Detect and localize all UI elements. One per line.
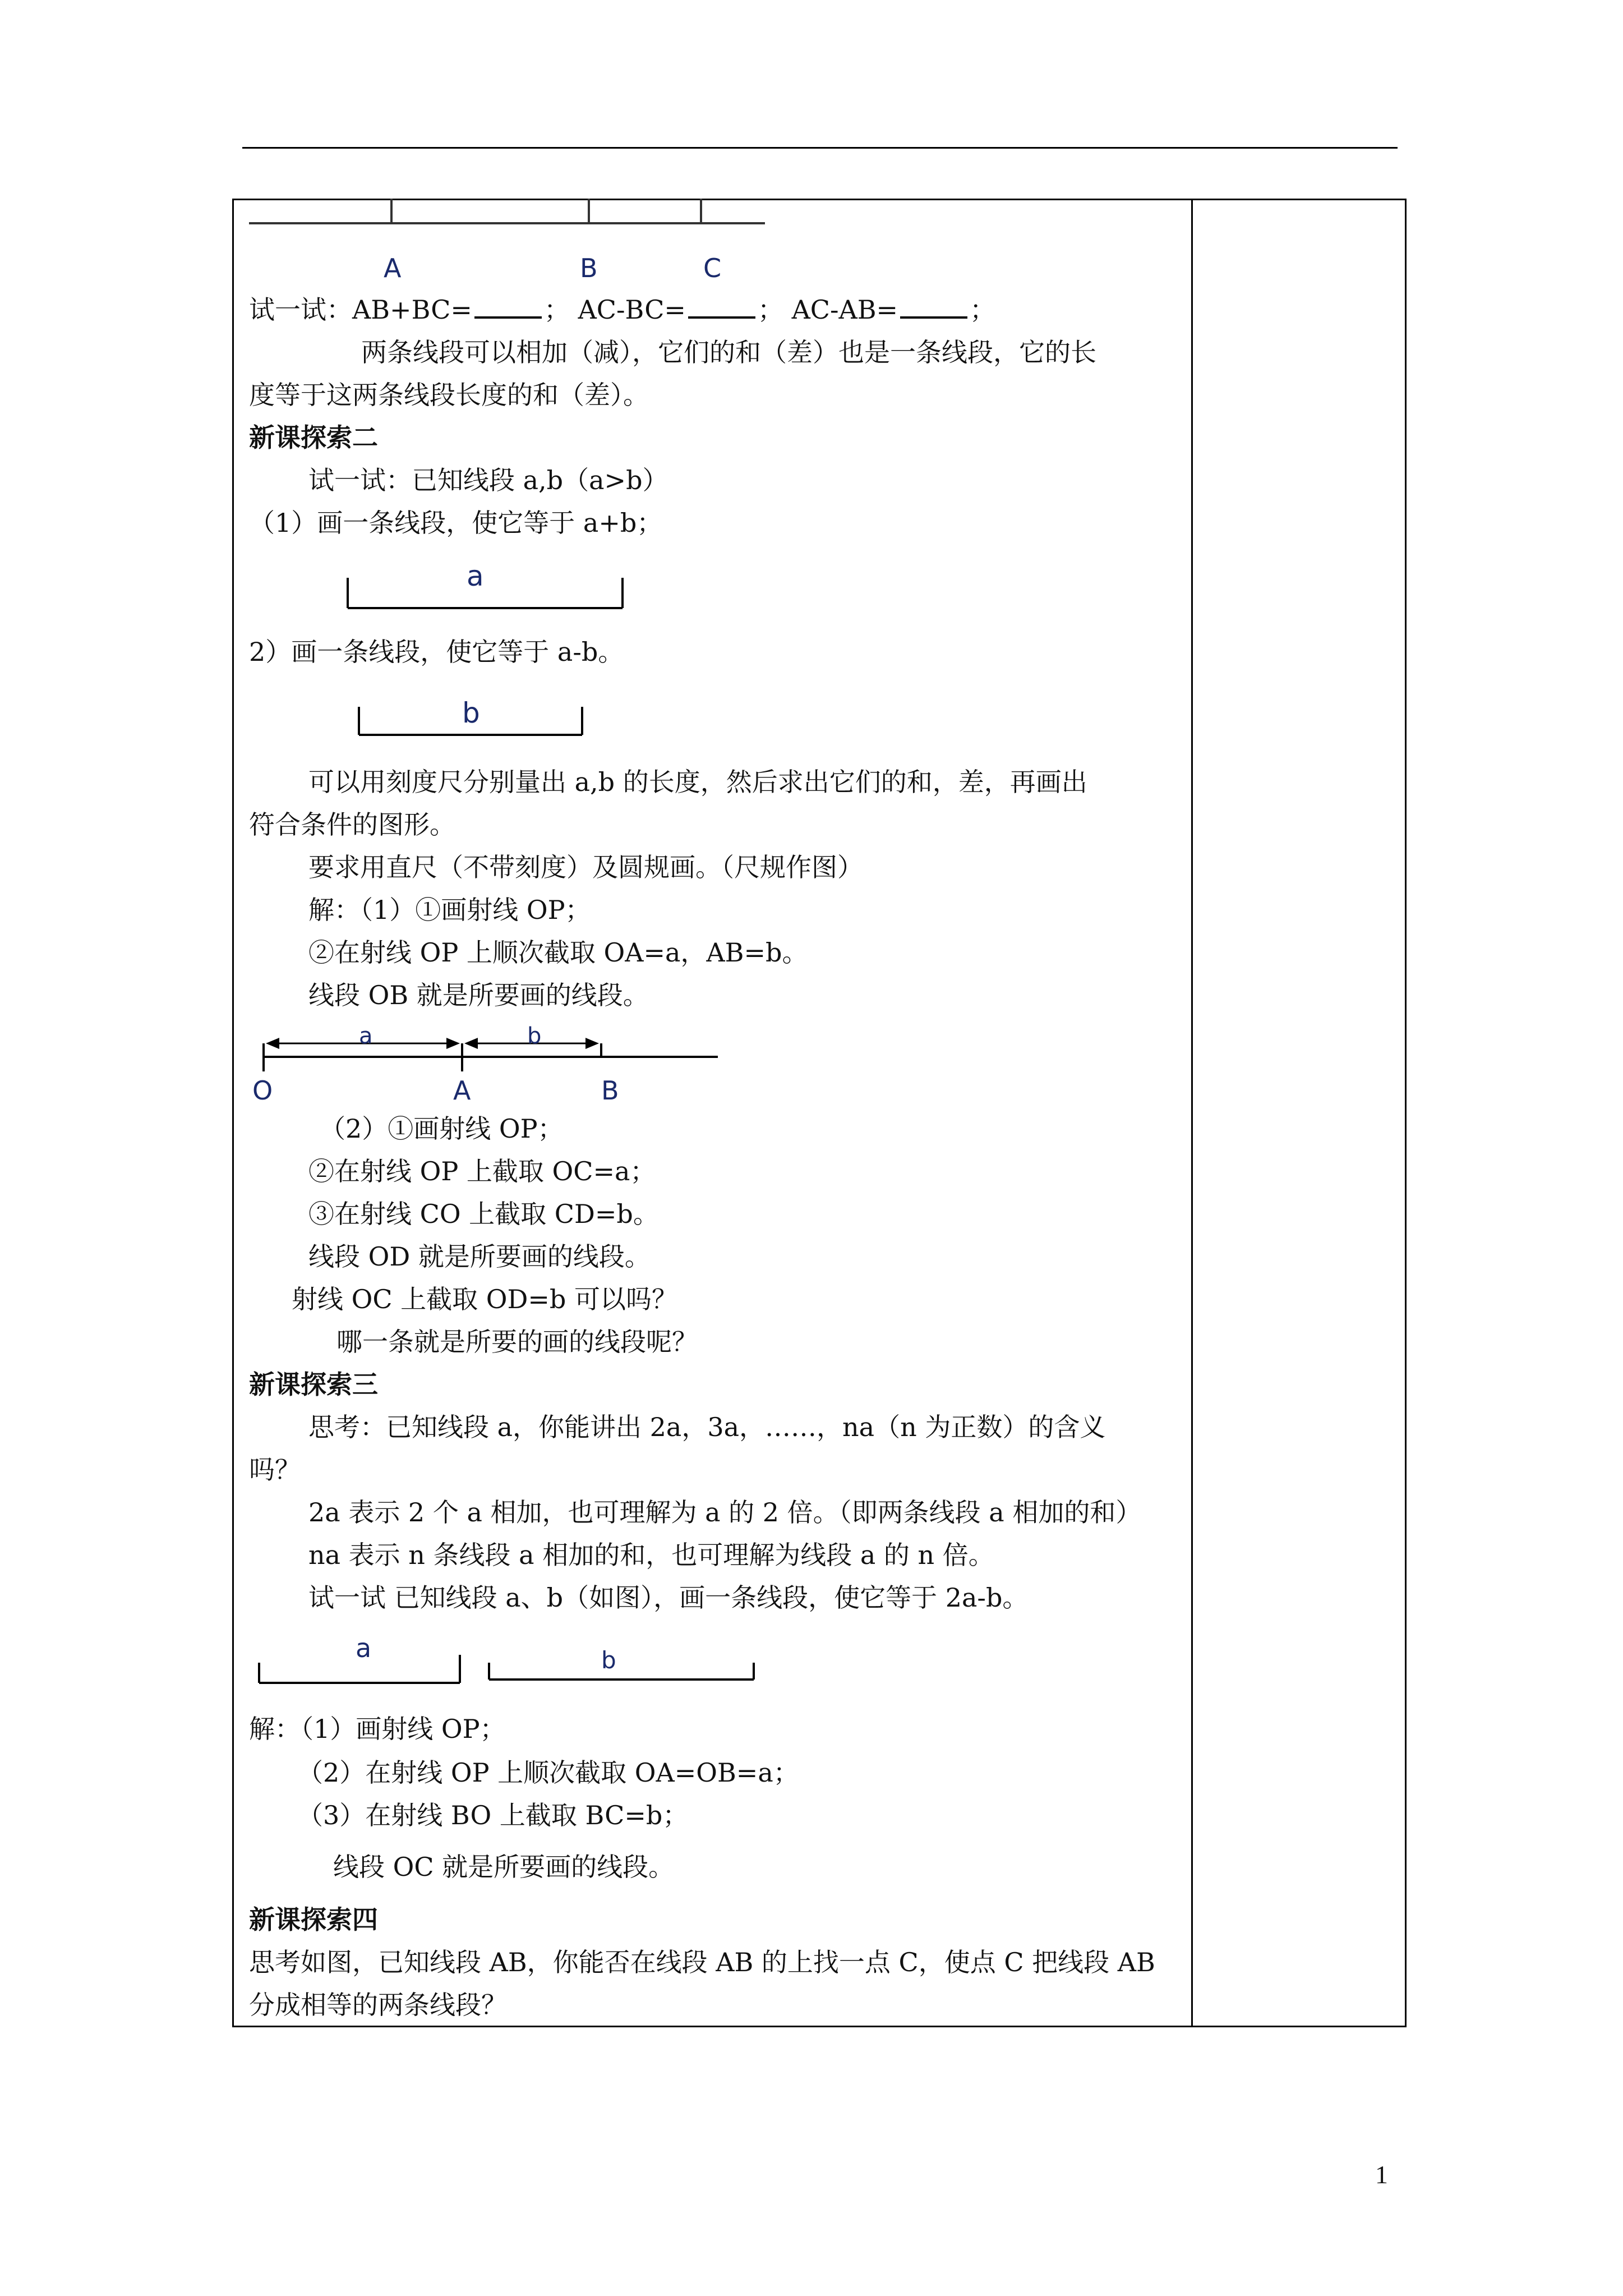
figure-oab-construction	[249, 1018, 754, 1119]
solution3-result: 线段 OC 就是所要画的线段。	[333, 1852, 675, 1882]
segment-a-label: a	[467, 560, 484, 592]
think4-line1: 思考如图，已知线段 AB，你能否在线段 AB 的上找一点 C，使点 C 把线段 AB	[249, 1947, 1155, 1977]
question-2: 哪一条就是所要的画的线段呢？	[336, 1327, 698, 1357]
think3-line2: 吗？	[249, 1455, 301, 1485]
question-1: 射线 OC 上截取 OD=b 可以吗？	[292, 1284, 677, 1314]
task-1: （1）画一条线段，使它等于 a+b；	[249, 508, 663, 538]
answer-blank-2[interactable]	[688, 316, 755, 319]
section-title-4: 新课探索四	[249, 1904, 378, 1935]
page-number: 1	[1375, 2160, 1388, 2189]
segment-b-label: b	[462, 697, 480, 729]
solution2-step1: （2）①画射线 OP；	[320, 1114, 564, 1144]
explain-2a: 2a 表示 2 个 a 相加，也可理解为 a 的 2 倍。（即两条线段 a 相加的和）	[308, 1497, 1142, 1527]
solution3-step3: （3）在射线 BO 上截取 BC=b；	[297, 1800, 689, 1830]
fig-oab-seg-b: b	[527, 1023, 542, 1049]
task-2: 2）画一条线段，使它等于 a-b。	[249, 637, 624, 667]
paragraph-sum-2: 度等于这两条线段长度的和（差）。	[249, 380, 649, 410]
explain-na: na 表示 n 条线段 a 相加的和，也可理解为线段 a 的 n 倍。	[308, 1540, 994, 1570]
solution1-step1: 解：（1）①画射线 OP；	[308, 895, 591, 925]
try1-sep1: ； AC-BC=	[543, 295, 686, 325]
measure-text-1: 可以用刻度尺分别量出 a,b 的长度，然后求出它们的和，差，再画出	[308, 767, 1087, 797]
try1-sep2: ； AC-AB=	[757, 295, 898, 325]
fig-ab2-label-b: b	[601, 1646, 616, 1674]
fig-oab-point-a: A	[453, 1075, 471, 1106]
solution3-step2: （2）在射线 OP 上顺次截取 OA=OB=a；	[297, 1757, 799, 1788]
paragraph-sum-1: 两条线段可以相加（减），它们的和（差）也是一条线段，它的长	[361, 337, 1096, 367]
solution1-result: 线段 OB 就是所要画的线段。	[308, 980, 649, 1010]
answer-blank-3[interactable]	[900, 316, 967, 319]
try1-end: ；	[970, 295, 996, 325]
try3: 试一试 已知线段 a、b（如图），画一条线段，使它等于 2a-b。	[308, 1582, 1029, 1613]
try-sum-difference	[249, 288, 995, 331]
figure-segments-a-b	[249, 1629, 810, 1696]
fig-ab2-label-a: a	[356, 1633, 372, 1663]
fig-oab-seg-a: a	[359, 1023, 373, 1049]
solution1-step2: ②在射线 OP 上顺次截取 OA=a，AB=b。	[308, 937, 808, 968]
ruler-requirement: 要求用直尺（不带刻度）及圆规画。（尺规作图）	[308, 852, 863, 882]
point-label-c: C	[703, 253, 722, 283]
header-rule	[242, 147, 1398, 149]
try2-intro: 试一试：已知线段 a,b（a>b）	[308, 465, 668, 495]
table-column-divider	[1191, 199, 1193, 2027]
fig-oab-point-o: O	[252, 1075, 273, 1106]
figure-segment-a	[249, 552, 642, 619]
answer-blank-1[interactable]	[474, 316, 542, 319]
fig-oab-point-b: B	[601, 1075, 619, 1106]
figure-segment-b	[249, 681, 642, 748]
try1-prefix: 试一试：AB+BC=	[249, 295, 472, 325]
think3-line1: 思考：已知线段 a，你能讲出 2a，3a，……，na（n 为正数）的含义	[308, 1412, 1106, 1442]
solution3-step1: 解：（1）画射线 OP；	[249, 1714, 506, 1744]
section-title-2: 新课探索二	[249, 422, 378, 453]
point-label-a: A	[384, 253, 402, 283]
solution2-step3: ③在射线 CO 上截取 CD=b。	[308, 1199, 659, 1229]
figure-segments-abc	[249, 199, 810, 288]
solution2-step2: ②在射线 OP 上截取 OC=a；	[308, 1156, 656, 1186]
solution2-result: 线段 OD 就是所要画的线段。	[308, 1241, 651, 1272]
section-title-3: 新课探索三	[249, 1369, 378, 1400]
measure-text-2: 符合条件的图形。	[249, 809, 455, 840]
point-label-b: B	[580, 253, 598, 283]
think4-line2: 分成相等的两条线段？	[249, 1990, 507, 2020]
